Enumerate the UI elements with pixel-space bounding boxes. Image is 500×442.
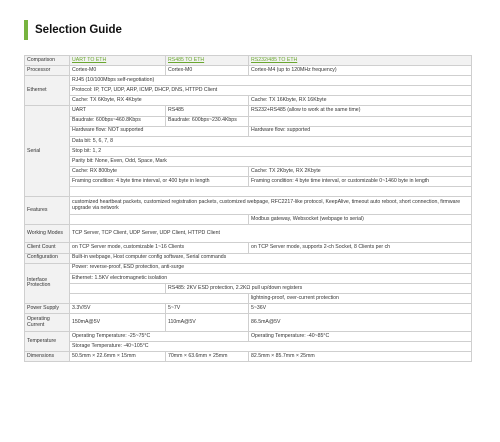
row-label-temperature: Temperature — [25, 332, 70, 352]
product-link-rs232-485-to-eth[interactable]: RS232/485 TO ETH — [249, 56, 472, 66]
table-cell: Power: reverse-proof, ESD protection, anti-surge — [70, 263, 472, 273]
table-cell: Cortex-M0 — [70, 66, 166, 76]
product-link-rs485-to-eth[interactable]: RS485 TO ETH — [166, 56, 249, 66]
table-cell: 86.5mA@5V — [249, 314, 472, 332]
header-comparison: Comparison — [25, 56, 70, 66]
table-cell: Cortex-M4 (up to 120MHz frequency) — [249, 66, 472, 76]
table-cell: Operating Temperature: -40~85°C — [249, 332, 472, 342]
row-label-interface-protection: Interface Protection — [25, 263, 70, 303]
table-row — [25, 215, 472, 225]
table-row — [25, 66, 472, 76]
table-cell: Protocol: IP, TCP, UDP, ARP, ICMP, DHCP, DNS, HTTPD Client — [70, 86, 472, 96]
table-cell — [70, 215, 249, 225]
table-cell: 110mA@5V — [166, 314, 249, 332]
table-cell-spacer — [70, 187, 472, 197]
table-cell: Modbus gateway, Websocket (webpage to serial) — [249, 215, 472, 225]
table-row — [25, 303, 472, 313]
table-cell: Ethernet: 1.5KV electromagnetic isolation — [70, 273, 472, 283]
table-cell: Cortex-M0 — [166, 66, 249, 76]
row-label-features: Features — [25, 197, 70, 225]
table-cell: TCP Server, TCP Client, UDP Server, UDP Client, HTTPD Client — [70, 225, 472, 243]
row-label-client-count: Client Count — [25, 243, 70, 253]
table-row — [25, 342, 472, 352]
table-cell: Cache: RX 800byte — [70, 167, 249, 177]
table-cell — [70, 283, 166, 293]
table-cell: Hardware flow: supported — [249, 126, 472, 136]
table-row — [25, 167, 472, 177]
section-header — [24, 20, 122, 40]
title-accent-bar — [24, 20, 28, 40]
row-label-serial: Serial — [25, 106, 70, 197]
table-cell: Cache: TX 2Kbyte, RX 2Kbyte — [249, 167, 472, 177]
table-cell: 150mA@5V — [70, 314, 166, 332]
table-cell: RS485: 2KV ESD protection, 2.2KΩ pull up/down registers — [166, 283, 472, 293]
table-cell: Parity bit: None, Even, Odd, Space, Mark — [70, 156, 472, 166]
table-row — [25, 225, 472, 243]
table-cell: 3.3V/5V — [70, 303, 166, 313]
table-cell: Storage Temperature: -40~105°C — [70, 342, 472, 352]
header-row — [25, 56, 472, 66]
table-row — [25, 116, 472, 126]
table-row — [25, 146, 472, 156]
table-row — [25, 86, 472, 96]
page-title: Selection Guide — [35, 24, 122, 36]
row-label-operating-current: Operating Current — [25, 314, 70, 332]
table-row — [25, 352, 472, 362]
table-cell: 50.5mm × 22.6mm × 15mm — [70, 352, 166, 362]
table-row — [25, 156, 472, 166]
table-cell: RS485 — [166, 106, 249, 116]
table-cell — [249, 116, 472, 126]
table-row — [25, 273, 472, 283]
table-cell: RJ45 (10/100Mbps self-negotiation) — [70, 76, 472, 86]
table-cell: Cache: TX 6Kbyte, RX 4Kbyte — [70, 96, 249, 106]
table-row — [25, 253, 472, 263]
table-cell: Baudrate: 600bps~460.8Kbps — [70, 116, 166, 126]
row-label-configuration: Configuration — [25, 253, 70, 263]
table-cell: Built-in webpage, Host computer config software, Serial commands — [70, 253, 472, 263]
table-cell: Hardware flow: NOT supported — [70, 126, 249, 136]
table-row — [25, 314, 472, 332]
table-row — [25, 263, 472, 273]
table-cell: Framing condition: 4 byte time interval, or 400 byte in length — [70, 177, 249, 187]
product-link-uart-to-eth[interactable]: UART TO ETH — [70, 56, 166, 66]
table-cell: 82.5mm × 85.7mm × 25mm — [249, 352, 472, 362]
table-row — [25, 283, 472, 293]
table-row — [25, 126, 472, 136]
row-label-dimensions: Dimensions — [25, 352, 70, 362]
table-cell: RS232+RS485 (allow to work at the same time) — [249, 106, 472, 116]
table-row — [25, 177, 472, 187]
row-label-working-modes: Working Modes — [25, 225, 70, 243]
table-cell: 5~36V — [249, 303, 472, 313]
table-row — [25, 96, 472, 106]
table-cell: Baudrate: 600bps~230.4Kbps — [166, 116, 249, 126]
table-cell: Operating Temperature: -25~75°C — [70, 332, 249, 342]
row-label-ethernet: Ethernet — [25, 76, 70, 106]
table-cell: 5~7V — [166, 303, 249, 313]
table-cell: Data bit: 5, 6, 7, 8 — [70, 136, 472, 146]
table-row — [25, 136, 472, 146]
table-row — [25, 76, 472, 86]
row-label-processor: Processor — [25, 66, 70, 76]
table-cell: UART — [70, 106, 166, 116]
table-cell: Framing condition: 4 byte time interval, or customizable 0~1460 byte in length — [249, 177, 472, 187]
table-row — [25, 243, 472, 253]
table-cell: lightning-proof, over-current protection — [249, 293, 472, 303]
table-cell: on TCP Server mode, customizable 1~16 Clients — [70, 243, 249, 253]
table-cell: Stop bit: 1, 2 — [70, 146, 472, 156]
table-cell: Cache: TX 16Kbyte, RX 16Kbyte — [249, 96, 472, 106]
table-cell: 70mm × 63.6mm × 25mm — [166, 352, 249, 362]
table-row — [25, 332, 472, 342]
row-label-power-supply: Power Supply — [25, 303, 70, 313]
table-row — [25, 106, 472, 116]
table-row — [25, 187, 472, 197]
table-row — [25, 293, 472, 303]
selection-guide-table — [24, 55, 472, 362]
table-cell — [70, 293, 249, 303]
table-cell: on TCP Server mode, supports 2-ch Socket, 8 Clients per ch — [249, 243, 472, 253]
table-row — [25, 197, 472, 215]
table-cell: customized heartbeat packets, customized registration packets, customized webpage, RFC2217-like protocol, KeepAlive, timeout auto reboot, short connection, firmware upgrade via network — [70, 197, 472, 215]
